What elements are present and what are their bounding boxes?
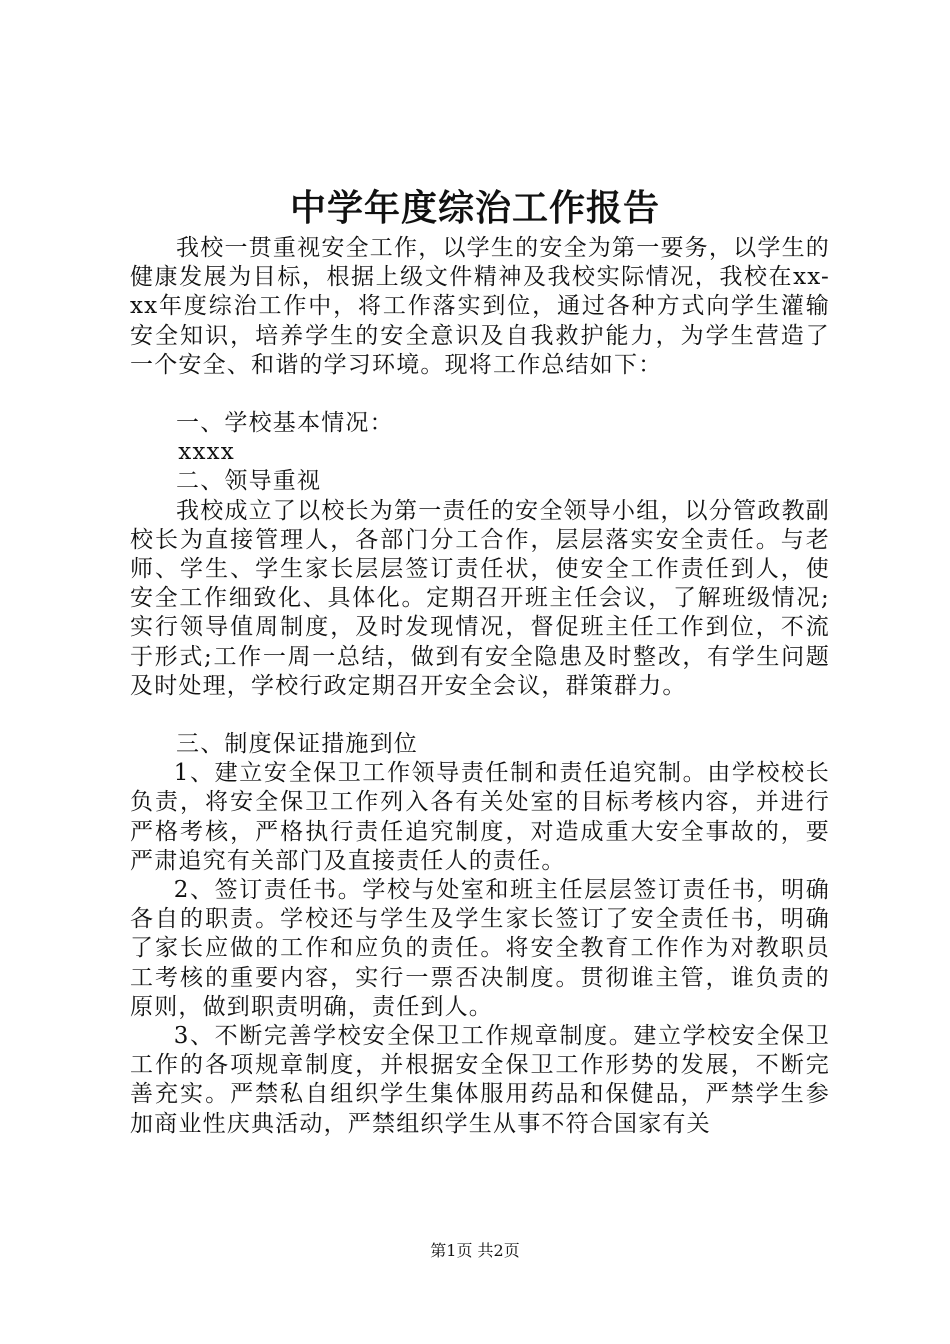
document-title: 中学年度综治工作报告 (289, 187, 660, 229)
school-info-placeholder: xxxx (178, 439, 235, 466)
paragraph-spacer (130, 701, 830, 730)
section-heading-1: 一、学校基本情况： (176, 410, 394, 437)
measure-paragraph-2: 2、签订责任书。学校与处室和班主任层层签订责任书，明确各自的职责。学校还与学生及学生家长签订了安全责任书，明确了家长应做的工作和应负的责任。将安全教育工作作为对教职员工考核的重要内容，实行一票否决制度。贯彻谁主管，谁负责的原则，做到职责明确，责任到人。 (130, 877, 830, 1020)
section-heading-3: 三、制度保证措施到位 (176, 731, 418, 758)
paragraph-spacer (130, 380, 830, 409)
measure-paragraph-1: 1、建立安全保卫工作领导责任制和责任追究制。由学校校长负责，将安全保卫工作列入各有关处室的目标考核内容，并进行严格考核，严格执行责任追究制度，对造成重大安全事故的，要严肃追究有关部门及直接责任人的责任。 (130, 760, 830, 874)
intro-paragraph: 我校一贯重视安全工作，以学生的安全为第一要务，以学生的健康发展为目标，根据上级文件精神及我校实际情况，我校在xx-xx年度综治工作中，将工作落实到位，通过各种方式向学生灌输安全知识，培养学生的安全意识及自我救护能力，为学生营造了一个安全、和谐的学习环境。现将工作总结如下： (130, 235, 830, 378)
page-footer: 第1页 共2页 (430, 1241, 520, 1260)
section-heading-2: 二、领导重视 (176, 468, 322, 495)
measure-paragraph-3: 3、不断完善学校安全保卫工作规章制度。建立学校安全保卫工作的各项规章制度，并根据安全保卫工作形势的发展，不断完善充实。严禁私自组织学生集体服用药品和保健品，严禁学生参加商业性庆典活动，严禁组织学生从事不符合国家有关 (130, 1023, 830, 1137)
leadership-paragraph: 我校成立了以校长为第一责任的安全领导小组，以分管政教副校长为直接管理人，各部门分工合作，层层落实安全责任。与老师、学生、学生家长层层签订责任状，使安全工作责任到人，使安全工作细致化、具体化。定期召开班主任会议，了解班级情况;实行领导值周制度，及时发现情况，督促班主任工作到位，不流于形式;工作一周一总结，做到有安全隐患及时整改，有学生问题及时处理，学校行政定期召开安全会议，群策群力。 (130, 497, 830, 699)
document-body (130, 234, 830, 1139)
